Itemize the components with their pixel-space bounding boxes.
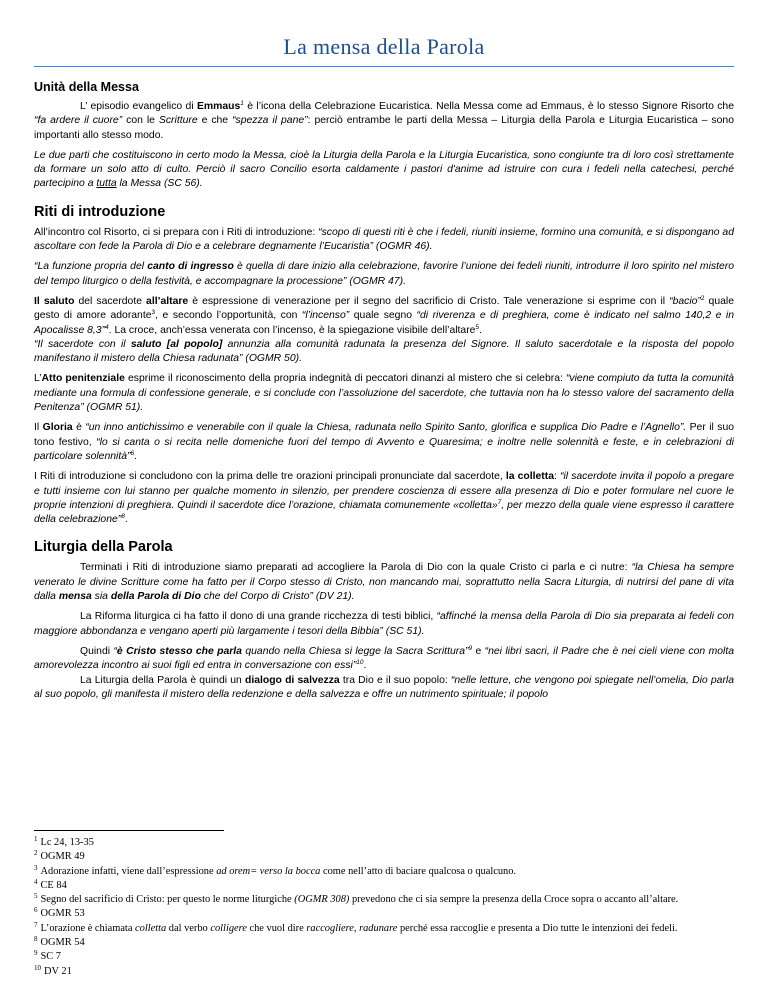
footnote-text: L’orazione è chiamata colletta dal verbo colligere che vuol dire raccogliere, radunare perché essa raccoglie e presenta a Dio tutte le intenzioni dei fedeli. [40,922,678,934]
footnote-number: 10 [34,963,41,972]
paragraph: I Riti di introduzione si concludono con la prima delle tre orazioni principali pronunciate dal sacerdote, la colletta: “il sacerdote invita il popolo a pregare e tutti insieme con lui stanno per qualche momento in silenzio, per prendere coscienza di essere alla presenza di Dio e poter formulare nel cuore le proprie intenzioni di preghiera. Quindi il sacerdote dice l’orazione, chiamata comunemente «colletta»$^7$, per mezzo della quale viene espresso il carattere della celebrazione”$^8$. [34,471,735,526]
paragraph: L’Atto penitenziale esprime il riconoscimento della propria indegnità di peccatori dinanzi al mistero che si celebra: “viene compiuto da tutta la comunità mediante una formula di confessione generale, e si conclude con l’assoluzione del sacerdote, che tuttavia non ha lo stesso valore del sacramento della Penitenza” (OGMR 51). [34,373,734,414]
paragraph: All’incontro col Risorto, ci si prepara con i Riti di introduzione: “scopo di questi riti è che i fedeli, riuniti insieme, formino una comunità, e si dispongano ad ascoltare con fede la Parola di Dio e a celebrare degnamente l’Eucaristia” (OGMR 46). [34,226,734,253]
paragraph: L’ episodio evangelico di Emmaus$^1$ è l’icona della Celebrazione Eucaristica. Nella Messa come ad Emmaus, è lo stesso Signore Risorto che “fa ardere il cuore” con le Scritture e che “spezza il pane”: perciò entrambe le parti della Messa – Liturgia della Parola e Liturgia Eucaristica – sono importanti allo stesso modo. [34,100,734,141]
footnote-number: 6 [34,906,38,915]
footnote [34,836,734,850]
paragraph: “La funzione propria del canto di ingresso è quella di dare inizio alla celebrazione, favorire l’unione dei fedeli riuniti, introdurre il loro spirito nel mistero del tempo liturgico o della festività, e accompagnare la processione” (OGMR 47). [34,261,734,287]
footnote-separator [34,830,224,831]
footnote-text: Adorazione infatti, viene dall’espressione ad orem= verso la bocca come nell’atto di baciare qualcosa o qualcuno. [40,865,517,877]
footnote-text: OGMR 49 [40,851,85,863]
footnote-number: 5 [34,892,38,901]
footnote-number: 7 [34,920,38,929]
footnote [34,850,734,864]
paragraph: Il saluto del sacerdote all’altare è espressione di venerazione per il segno del sacrificio di Cristo. Tale venerazione si esprime con il “bacio”$^2$ quale gesto di amore adorante$^3$, e secondo l’opportunità, con “l’incenso” quale segno “di riverenza e di preghiera, come è indicato nel salmo 140,2 e in Apocalisse 8,3”$^4$. La croce, anch’essa venerata con l’incenso, è la spiegazione visibile dell’altare$^5$. “Il sacerdote con il saluto [al popolo] annunzia alla comunità radunata la presenza del Signore. Il saluto sacerdotale e la risposta del popolo manifestano il mistero della Chiesa radunata” (OGMR 50). [34,294,735,365]
page-title: La mensa della Parola [283,34,485,59]
footnote [34,879,734,893]
footnote-number: 3 [34,863,38,872]
footnote-text: OGMR 53 [40,908,85,920]
section-heading-riti: Riti di introduzione [34,203,166,220]
footnote [34,893,734,907]
footnote [34,936,734,950]
paragraph: Le due parti che costituiscono in certo modo la Messa, cioè la Liturgia della Parola e la Liturgia Eucaristica, sono congiunte tra di loro così strettamente da formare un solo atto di culto. Perciò il sacro Concilio esorta caldamente i pastori d'anime ad istruire con cura i fedeli nella catechesi, perché partecipino a tutta la Messa (SC 56). [34,149,734,190]
section-heading-unita: Unità della Messa [34,80,139,94]
footnote-number: 2 [34,849,38,858]
footnote-text: SC 7 [40,951,62,963]
section-heading-liturgia-parola: Liturgia della Parola [34,539,173,556]
footnote-number: 4 [34,877,38,886]
paragraph: Il Gloria è “un inno antichissimo e venerabile con il quale la Chiesa, radunata nello Spirito Santo, glorifica e supplica Dio Padre e l’Agnello”. Per il suo tono festivo, “lo si canta o si recita nelle domeniche fuori del tempo di Avvento e Quaresima; e inoltre nelle solennità e feste, e in celebrazioni di particolare solennità”$^6$. [34,422,734,462]
footnote [34,907,734,921]
footnote-number: 8 [34,935,38,944]
footnote-text: CE 84 [40,879,67,891]
paragraph: La Riforma liturgica ci ha fatto il dono di una grande ricchezza di testi biblici, “affinché la mensa della Parola di Dio sia preparata ai fedeli con maggiore abbondanza e vengano aperti più largamente i tesori della Bibbia” (SC 51). [34,611,734,637]
footnote-text: Segno del sacrificio di Cristo: per questo le norme liturgiche (OGMR 308) prevedono che ci sia sempre la presenza della Croce sopra o accanto all’altare. [40,894,679,906]
footnote-number: 1 [34,835,38,843]
document-body [34,76,734,708]
footnote [34,922,734,936]
title-underline [34,66,734,67]
footnote [34,965,734,979]
footnote-text: Lc 24, 13-35 [40,837,94,848]
footnote [34,865,734,879]
footnote-text: OGMR 54 [40,937,85,949]
footnotes [34,836,734,979]
footnote-text: DV 21 [44,965,72,977]
footnote [34,950,734,964]
paragraph: La Liturgia della Parola è quindi un dialogo di salvezza tra Dio e il suo popolo: “nelle letture, che vengono poi spiegate nell’omelia, Dio parla al suo popolo, gli manifesta il mistero della redenzione e della salvezza e offre un nutrimento spirituale; il popolo [34,674,734,700]
paragraph: Quindi “è Cristo stesso che parla quando nella Chiesa si legge la Sacra Scrittura”$^9$ e “nei libri sacri, il Padre che è nei cieli viene con molta amorevolezza incontro ai suoi figli ed entra in conversazione con essi”$^{10}$. [34,644,734,672]
footnote-number: 9 [34,949,38,958]
paragraph: Terminati i Riti di introduzione siamo preparati ad accogliere la Parola di Dio con la quale Cristo ci parla e ci nutre: “la Chiesa ha sempre venerato le divine Scritture come ha fatto per il Corpo stesso di Cristo, non mancando mai, soprattutto nella Sacra Liturgia, di nutrirsi del pane di vita dalla mensa sia della Parola di Dio che del Corpo di Cristo” (DV 21). [34,562,734,603]
